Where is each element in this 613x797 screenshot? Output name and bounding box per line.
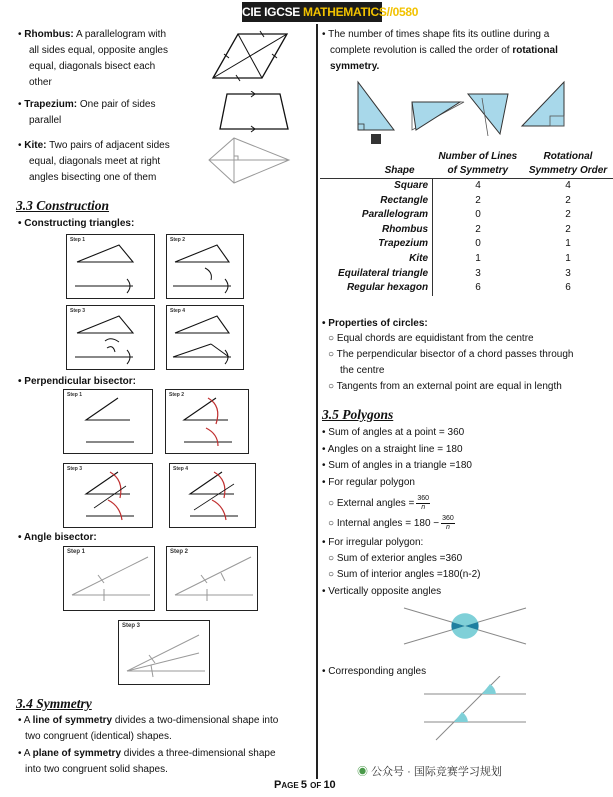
- table-row: Regular hexagon 6 6: [320, 281, 613, 296]
- line-of-symmetry-text: • A line of symmetry divides a two-dimensional shape into: [18, 715, 279, 726]
- corresponding-angles-label: • Corresponding angles: [322, 666, 427, 677]
- irregular-fact: ○ Sum of interior angles =180(n-2): [328, 569, 481, 580]
- table-row: Rhombus 2 2: [320, 223, 613, 238]
- table-row: Parallelogram 0 2: [320, 208, 613, 223]
- rhombus-desc: • Rhombus: A parallelogram with: [18, 29, 167, 40]
- rotation-diagram: [350, 76, 580, 152]
- polygon-fact: • Sum of angles in a triangle =180: [322, 460, 472, 471]
- irregular-polygon-label: • For irregular polygon:: [322, 537, 424, 548]
- construction-heading: 3.3 Construction: [16, 198, 110, 213]
- trapezium-desc-line: parallel: [29, 115, 62, 126]
- polygon-fact: • For regular polygon: [322, 477, 415, 488]
- constructing-triangles-label: • Constructing triangles:: [18, 218, 135, 229]
- plane-of-symmetry-text: • A plane of symmetry divides a three-dimensional shape: [18, 748, 276, 759]
- triangle-step-3: Step 3: [66, 305, 155, 370]
- angle-bisector-label: • Angle bisector:: [18, 532, 97, 543]
- column-divider: [316, 24, 318, 779]
- circle-property: ○ Tangents from an external point are equal in length: [328, 381, 562, 392]
- angle-step-3: Step 3: [118, 620, 210, 685]
- kite-desc-line: angles bisecting one of them: [29, 172, 157, 183]
- page-header: [242, 2, 419, 22]
- table-header-rotation: Rotational Symmetry Order: [528, 151, 608, 176]
- circle-property: ○ The perpendicular bisector of a chord passes through: [328, 349, 574, 360]
- polygon-fact: • Sum of angles at a point = 360: [322, 427, 465, 438]
- trapezium-diagram: [218, 91, 292, 133]
- kite-desc: • Kite: Two pairs of adjacent sides: [18, 140, 170, 151]
- plane-of-symmetry-cont: into two congruent solid shapes.: [25, 764, 168, 775]
- symmetry-heading: 3.4 Symmetry: [16, 696, 92, 711]
- triangle-step-1: Step 1: [66, 234, 155, 299]
- symmetry-table: [320, 150, 613, 296]
- external-angle-formula: ○ External angles = $\frac{360}{n}$: [328, 494, 430, 511]
- wechat-icon: ◉: [357, 766, 368, 778]
- perp-step-2: Step 2: [165, 389, 249, 454]
- perp-step-4: Step 4: [169, 463, 256, 528]
- irregular-fact: ○ Sum of exterior angles =360: [328, 553, 463, 564]
- header-subject: MATHEMATICS//0580: [303, 5, 419, 19]
- table-header-lines: Number of Lines of Symmetry: [438, 151, 518, 176]
- kite-desc-line: equal, diagonals meet at right: [29, 156, 161, 167]
- triangle-step-4: Step 4: [166, 305, 244, 370]
- rhombus-diagram: [210, 30, 290, 82]
- polygons-heading: 3.5 Polygons: [322, 407, 394, 422]
- vertically-opposite-label: • Vertically opposite angles: [322, 586, 442, 597]
- rot-intro-line: complete revolution is called the order of rotational: [330, 45, 558, 56]
- header-title: CIE IGCSE: [242, 5, 304, 19]
- table-row: Square 4 4: [320, 179, 613, 194]
- perp-step-3: Step 3: [63, 463, 153, 528]
- perp-step-1: Step 1: [63, 389, 153, 454]
- page-footer: PAGE 5 OF 10: [274, 779, 336, 791]
- rot-intro-line: symmetry.: [330, 61, 380, 72]
- trapezium-desc: • Trapezium: One pair of sides: [18, 99, 156, 110]
- vertical-angles-diagram: [400, 600, 530, 652]
- rhombus-desc-line: equal, diagonals bisect each: [29, 61, 156, 72]
- angle-step-2: Step 2: [166, 546, 258, 611]
- rhombus-desc-line: other: [29, 77, 52, 88]
- triangle-step-2: Step 2: [166, 234, 244, 299]
- angle-step-1: Step 1: [63, 546, 155, 611]
- corresponding-angles-diagram: [420, 676, 530, 742]
- watermark-text: ◉ 公众号 · 国际竞赛学习规划: [357, 766, 502, 778]
- table-header-shape: Shape: [384, 165, 415, 176]
- circle-property: ○ Equal chords are equidistant from the centre: [328, 333, 534, 344]
- perp-bisector-label: • Perpendicular bisector:: [18, 376, 136, 387]
- line-of-symmetry-cont: two congruent (identical) shapes.: [25, 731, 172, 742]
- rot-intro-line: • The number of times shape fits its outline during a: [322, 29, 550, 40]
- table-row: Equilateral triangle 3 3: [320, 267, 613, 282]
- polygon-fact: • Angles on a straight line = 180: [322, 444, 463, 455]
- circle-property-cont: the centre: [340, 365, 385, 376]
- table-row: Kite 1 1: [320, 252, 613, 267]
- rhombus-desc-line: all sides equal, opposite angles: [29, 45, 168, 56]
- internal-angle-formula: ○ Internal angles = 180 − $\frac{360}{n}$: [328, 514, 454, 531]
- kite-diagram: [206, 136, 292, 186]
- table-row: Trapezium 0 1: [320, 237, 613, 252]
- table-row: Rectangle 2 2: [320, 194, 613, 209]
- circles-title: • Properties of circles:: [322, 318, 428, 329]
